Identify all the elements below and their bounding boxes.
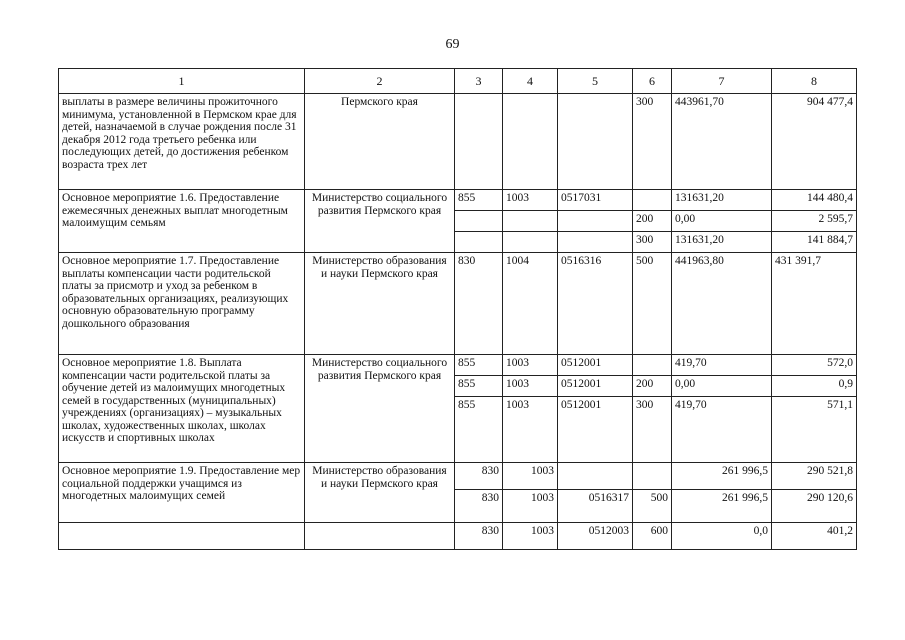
- cell-6: 300: [633, 397, 672, 463]
- table-row: [59, 355, 857, 376]
- cell-3: 855: [455, 190, 503, 211]
- cell-5: [558, 463, 633, 490]
- header-cell: 7: [672, 69, 772, 94]
- cell-8: 431 391,7: [772, 253, 857, 355]
- cell-7: 261 996,5: [672, 463, 772, 490]
- table-row: [59, 253, 857, 355]
- cell-6: 600: [633, 523, 672, 550]
- cell-6: 500: [633, 490, 672, 523]
- cell-5: 0512001: [558, 355, 633, 376]
- table-row: [59, 94, 857, 190]
- cell-5: 0516317: [558, 490, 633, 523]
- cell-6: 200: [633, 211, 672, 232]
- cell-4: 1003: [503, 397, 558, 463]
- cell-5: 0512001: [558, 376, 633, 397]
- cell-7: 443961,70: [672, 94, 772, 190]
- cell-7: 261 996,5: [672, 490, 772, 523]
- cell-6: [633, 355, 672, 376]
- cell-5: [558, 211, 633, 232]
- cell-7: 441963,80: [672, 253, 772, 355]
- header-cell: 8: [772, 69, 857, 94]
- cell-6: [633, 190, 672, 211]
- cell-7: 419,70: [672, 397, 772, 463]
- header-cell: 3: [455, 69, 503, 94]
- desc-cell: Основное мероприятие 1.7. Предоставление выплаты компенсации части родительской платы за присмотр и уход за ребенком в образовательных организациях, реализующих основную образовательную программу дошкольного образования: [59, 253, 305, 355]
- cell-5: [558, 232, 633, 253]
- table-row: [59, 463, 857, 490]
- desc-cell: Основное мероприятие 1.9. Предоставление мер социальной поддержки учащимся из многодетных малоимущих семей: [59, 463, 305, 523]
- cell-8: 141 884,7: [772, 232, 857, 253]
- table-row: [59, 190, 857, 211]
- cell-8: 401,2: [772, 523, 857, 550]
- cell-3: [455, 211, 503, 232]
- desc-cell: [59, 523, 305, 550]
- cell-3: 830: [455, 463, 503, 490]
- cell-3: [455, 94, 503, 190]
- cell-8: 572,0: [772, 355, 857, 376]
- desc-cell: выплаты в размере величины прожиточного минимума, установленной в Пермском крае для детей, назначаемой в случае рождения после 31 декабря 2012 года третьего ребенка или последующих детей, до достижения ребенком возраста трех лет: [59, 94, 305, 190]
- cell-4: 1003: [503, 523, 558, 550]
- cell-3: 830: [455, 253, 503, 355]
- header-cell: 2: [305, 69, 455, 94]
- cell-7: 131631,20: [672, 190, 772, 211]
- header-row: [59, 69, 857, 94]
- cell-4: [503, 211, 558, 232]
- desc-cell: Основное мероприятие 1.6. Предоставление ежемесячных денежных выплат многодетным малоимущим семьям: [59, 190, 305, 253]
- cell-6: [633, 463, 672, 490]
- cell-4: 1003: [503, 376, 558, 397]
- cell-8: 0,9: [772, 376, 857, 397]
- cell-4: 1003: [503, 463, 558, 490]
- cell-4: 1003: [503, 190, 558, 211]
- cell-3: 855: [455, 355, 503, 376]
- cell-5: 0517031: [558, 190, 633, 211]
- cell-8: 144 480,4: [772, 190, 857, 211]
- cell-6: 200: [633, 376, 672, 397]
- cell-3: 830: [455, 523, 503, 550]
- cell-7: 131631,20: [672, 232, 772, 253]
- cell-5: 0512003: [558, 523, 633, 550]
- cell-7: 0,00: [672, 211, 772, 232]
- cell-6: 500: [633, 253, 672, 355]
- cell-7: 419,70: [672, 355, 772, 376]
- org-cell: Министерство социального развития Пермского края: [305, 355, 455, 463]
- cell-8: 2 595,7: [772, 211, 857, 232]
- org-cell: Министерство образования и науки Пермского края: [305, 463, 455, 523]
- cell-5: 0516316: [558, 253, 633, 355]
- cell-3: 830: [455, 490, 503, 523]
- header-cell: 5: [558, 69, 633, 94]
- cell-5: [558, 94, 633, 190]
- cell-4: [503, 94, 558, 190]
- cell-8: 290 521,8: [772, 463, 857, 490]
- budget-table: [58, 68, 857, 550]
- cell-8: 904 477,4: [772, 94, 857, 190]
- cell-8: 290 120,6: [772, 490, 857, 523]
- org-cell: Пермского края: [305, 94, 455, 190]
- desc-cell: Основное мероприятие 1.8. Выплата компенсации части родительской платы за обучение детей из малоимущих многодетных семей в государственных (муниципальных) учреждениях (организациях) – музыкальных школах, художественных школах, школах искусств и спортивных школах: [59, 355, 305, 463]
- cell-5: 0512001: [558, 397, 633, 463]
- cell-4: 1004: [503, 253, 558, 355]
- header-cell: 1: [59, 69, 305, 94]
- org-cell: Министерство социального развития Пермского края: [305, 190, 455, 253]
- header-cell: 6: [633, 69, 672, 94]
- cell-6: 300: [633, 232, 672, 253]
- org-cell: Министерство образования и науки Пермского края: [305, 253, 455, 355]
- cell-3: 855: [455, 376, 503, 397]
- page-number: 69: [445, 37, 460, 52]
- org-cell: [305, 523, 455, 550]
- table-row: [59, 523, 857, 550]
- cell-4: [503, 232, 558, 253]
- cell-7: 0,0: [672, 523, 772, 550]
- header-cell: 4: [503, 69, 558, 94]
- cell-3: 855: [455, 397, 503, 463]
- cell-4: 1003: [503, 355, 558, 376]
- cell-3: [455, 232, 503, 253]
- cell-6: 300: [633, 94, 672, 190]
- cell-4: 1003: [503, 490, 558, 523]
- cell-8: 571,1: [772, 397, 857, 463]
- cell-7: 0,00: [672, 376, 772, 397]
